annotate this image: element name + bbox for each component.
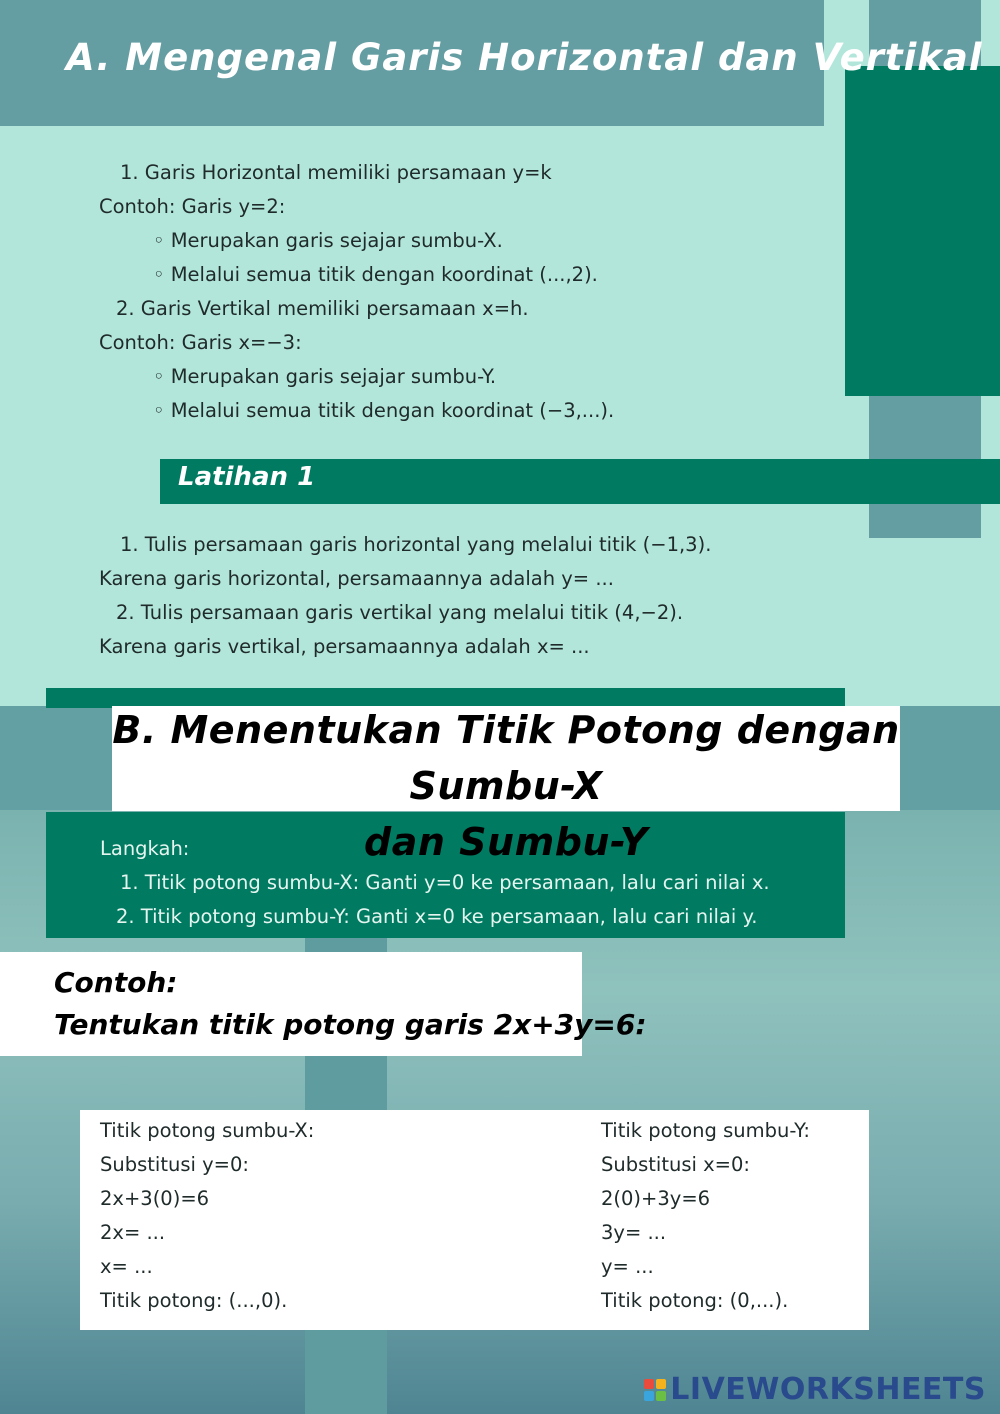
exercise-answer: Karena garis horizontal, persamaannya adalah y= ... — [99, 567, 614, 590]
solution-line: Titik potong: (0,...). — [601, 1289, 789, 1312]
contoh-text — [54, 962, 647, 1046]
brand-mark-square — [644, 1379, 654, 1389]
section-a-title: A. Mengenal Garis Horizontal dan Vertikal — [66, 36, 983, 79]
brand-mark-square — [644, 1391, 654, 1401]
solution-line: Titik potong sumbu-X: — [100, 1119, 315, 1142]
brand-name: LIVEWORKSHEETS — [670, 1372, 986, 1407]
solution-line: x= ... — [100, 1255, 153, 1278]
steps-content — [0, 832, 845, 936]
list-item: 2. Garis Vertikal memiliki persamaan x=h. — [116, 297, 529, 320]
example-label: Contoh: Garis y=2: — [99, 195, 286, 218]
solution-line: Substitusi x=0: — [601, 1153, 750, 1176]
exercise-item: 2. Tulis persamaan garis vertikal yang melalui titik (4,−2). — [116, 601, 684, 624]
step-item: 1. Titik potong sumbu-X: Ganti y=0 ke persamaan, lalu cari nilai x. — [120, 871, 770, 894]
solution-line: 3y= ... — [601, 1221, 667, 1244]
solution-line: Titik potong: (...,0). — [100, 1289, 288, 1312]
solution-x-column — [100, 1114, 400, 1324]
solution-line: 2x+3(0)=6 — [100, 1187, 210, 1210]
right-green-block — [845, 66, 1000, 396]
liveworksheets-logo — [644, 1372, 986, 1407]
brand-mark-icon — [644, 1379, 666, 1401]
exercise-answer: Karena garis vertikal, persamaannya adalah x= ... — [99, 635, 590, 658]
list-item: ◦ Melalui semua titik dengan koordinat (...,2). — [153, 263, 598, 286]
contoh-label: Contoh: — [54, 966, 178, 999]
section-b-title-line1: B. Menentukan Titik Potong dengan Sumbu-X — [112, 708, 900, 808]
section-b-title-line2: dan Sumbu-Y — [364, 820, 648, 864]
solution-y-column — [601, 1114, 861, 1324]
solution-line: y= ... — [601, 1255, 654, 1278]
latihan-content — [0, 528, 840, 668]
brand-mark-square — [656, 1379, 666, 1389]
brand-mark-square — [656, 1391, 666, 1401]
latihan-title: Latihan 1 — [178, 462, 316, 492]
example-label: Contoh: Garis x=−3: — [99, 331, 302, 354]
solution-line: 2(0)+3y=6 — [601, 1187, 711, 1210]
steps-label: Langkah: — [100, 837, 190, 860]
contoh-task: Tentukan titik potong garis 2x+3y=6: — [54, 1008, 647, 1041]
solution-line: 2x= ... — [100, 1221, 166, 1244]
list-item: ◦ Merupakan garis sejajar sumbu-X. — [153, 229, 503, 252]
section-a-content — [0, 156, 840, 432]
step-item: 2. Titik potong sumbu-Y: Ganti x=0 ke persamaan, lalu cari nilai y. — [116, 905, 758, 928]
exercise-item: 1. Tulis persamaan garis horizontal yang melalui titik (−1,3). — [120, 533, 712, 556]
list-item: ◦ Melalui semua titik dengan koordinat (−3,...). — [153, 399, 615, 422]
solution-line: Substitusi y=0: — [100, 1153, 249, 1176]
list-item: 1. Garis Horizontal memiliki persamaan y=k — [120, 161, 552, 184]
list-item: ◦ Merupakan garis sejajar sumbu-Y. — [153, 365, 497, 388]
solution-line: Titik potong sumbu-Y: — [601, 1119, 810, 1142]
